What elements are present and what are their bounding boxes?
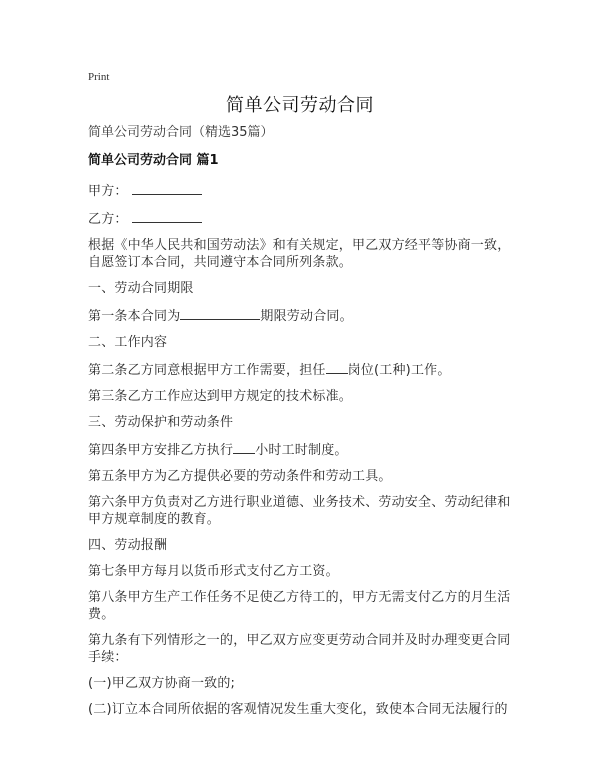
section-3-heading: 三、劳动保护和劳动条件 [88,415,234,430]
article-4-post: 小时工时制度。 [255,443,348,458]
term-blank [180,306,260,320]
print-label[interactable]: Print [88,71,110,83]
section-2-heading: 二、工作内容 [88,335,168,350]
position-blank [326,360,348,374]
preamble: 根据《中华人民共和国劳动法》和有关规定，甲乙双方经平等协商一致，自愿签订本合同，共同遵守本合同所列条款。 [88,238,511,270]
article-5: 第五条甲方为乙方提供必要的劳动条件和劳动工具。 [88,469,392,484]
article-1-post: 期限劳动合同。 [260,309,353,324]
list-item-1: (一)甲乙双方协商一致的; [88,676,236,691]
article-1 [88,306,512,325]
article-2-post: 岗位(工种)工作。 [347,363,451,378]
section-heading: 简单公司劳动合同 篇1 [88,153,219,168]
document-page [88,68,512,727]
section-1-heading: 一、劳动合同期限 [88,281,194,296]
article-2 [88,360,512,379]
hours-blank [233,440,255,454]
list-item-2: (二)订立本合同所依据的客观情况发生重大变化，致使本合同无法履行的 [88,702,508,717]
party-a-line [88,181,512,200]
party-b-blank [132,209,202,223]
article-7: 第七条甲方每月以货币形式支付乙方工资。 [88,564,339,579]
section-4-heading: 四、劳动报酬 [88,538,168,553]
document-title: 简单公司劳动合同 [226,95,374,116]
document-subtitle: 简单公司劳动合同（精选35篇） [88,125,274,140]
article-1-pre: 第一条本合同为 [88,309,181,324]
party-b-label: 乙方： [88,212,128,227]
article-4 [88,440,512,459]
party-a-label: 甲方： [88,184,128,199]
article-6: 第六条甲方负责对乙方进行职业道德、业务技术、劳动安全、劳动纪律和甲方规章制度的教育。 [88,495,511,527]
article-8: 第八条甲方生产工作任务不足使乙方待工的，甲方无需支付乙方的月生活费。 [88,590,511,622]
article-9: 第九条有下列情形之一的，甲乙双方应变更劳动合同并及时办理变更合同手续： [88,633,511,665]
party-a-blank [132,181,202,195]
article-4-pre: 第四条甲方安排乙方执行 [88,443,234,458]
article-3: 第三条乙方工作应达到甲方规定的技术标准。 [88,389,353,404]
party-b-line [88,209,512,228]
article-2-pre: 第二条乙方同意根据甲方工作需要，担任 [88,363,326,378]
